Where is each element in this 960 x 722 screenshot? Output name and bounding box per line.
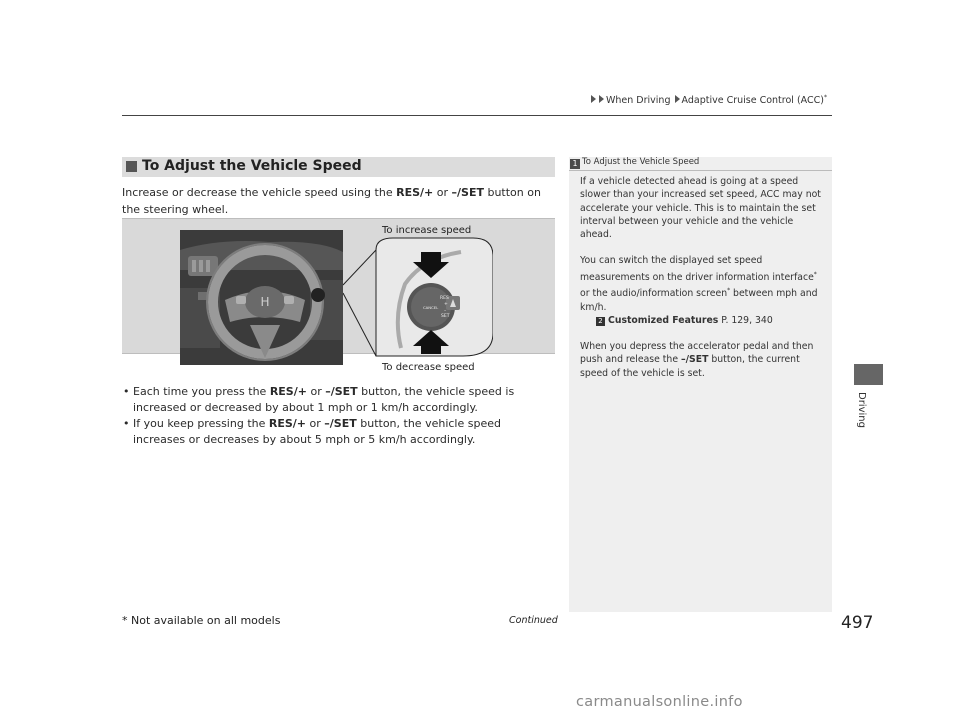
note-text: You can switch the displayed set speed measurements on the driver information interface xyxy=(580,255,814,283)
note-text: or the audio/information screen xyxy=(580,288,728,300)
note-paragraph-3 xyxy=(580,340,826,380)
bullet-set-button-name: –/SET xyxy=(324,417,357,430)
note-text: between mph and km/h. xyxy=(580,288,818,313)
bullet-text: If you keep pressing the xyxy=(133,417,269,430)
breadcrumb-arrow-icon xyxy=(591,95,596,103)
btn-minus-label: – xyxy=(444,309,447,314)
list-item xyxy=(122,416,555,448)
note-text: When you depress the accelerator pedal and then push and release the xyxy=(580,341,814,366)
breadcrumb-footnote-star: * xyxy=(823,94,827,101)
intro-text: button on the steering wheel. xyxy=(122,186,541,216)
bullet-dot-icon: • xyxy=(123,385,130,398)
note-paragraph-1: If a vehicle detected ahead is going at a speed slower than your increased set speed, ACC may not accelerate your vehicle. This is to maintain the set interval between your vehicle and the vehicle ahead. xyxy=(580,176,821,241)
section-square-icon xyxy=(126,161,137,172)
bullet-res-button-name: RES/+ xyxy=(268,417,307,430)
intro-res-button-name: RES/+ xyxy=(396,186,434,199)
footnote-star: * xyxy=(813,270,817,278)
note-set-button-name: –/SET xyxy=(681,354,709,366)
footnote-star: * xyxy=(727,287,731,295)
btn-res-label: RES xyxy=(440,296,449,301)
page-number: 497 xyxy=(841,613,874,633)
reference-pages: P. 129, 340 xyxy=(718,314,773,326)
header-rule xyxy=(122,115,832,116)
intro-set-button-name: –/SET xyxy=(451,186,484,199)
btn-set-label: SET xyxy=(441,314,450,319)
steering-wheel-illustration xyxy=(180,230,343,365)
intro-text: or xyxy=(433,186,452,199)
breadcrumb-arrow-icon xyxy=(599,95,604,103)
increase-speed-label: To increase speed xyxy=(382,225,472,236)
bullet-set-button-name: –/SET xyxy=(325,385,358,398)
intro-text: Increase or decrease the vehicle speed using the xyxy=(122,186,397,199)
bullet-list xyxy=(122,384,555,448)
bullet-text: or xyxy=(306,417,325,430)
breadcrumb-when-driving[interactable]: When Driving xyxy=(606,95,671,107)
bullet-text: Each time you press the xyxy=(133,385,270,398)
intro-paragraph xyxy=(122,184,555,218)
reference-icon: 2 xyxy=(596,317,605,326)
svg-text:H: H xyxy=(260,295,270,309)
footnote: * Not available on all models xyxy=(122,614,281,627)
btn-plus-label: + xyxy=(444,302,448,307)
watermark: carmanualsonline.info xyxy=(576,694,743,710)
button-closeup-callout xyxy=(343,228,493,368)
note-paragraph-2 xyxy=(580,254,826,327)
section-title: To Adjust the Vehicle Speed xyxy=(142,158,362,174)
note-title: To Adjust the Vehicle Speed xyxy=(582,157,700,167)
breadcrumb-acc[interactable]: Adaptive Cruise Control (ACC) xyxy=(681,95,824,107)
chapter-tab-label[interactable]: Driving xyxy=(856,392,867,428)
bullet-text: or xyxy=(306,385,326,398)
steering-wheel-icon xyxy=(180,230,343,365)
btn-cancel-label: CANCEL xyxy=(423,305,439,310)
note-text: button, the current speed of the vehicle is set. xyxy=(580,354,800,379)
breadcrumb-arrow-icon xyxy=(675,95,680,103)
bullet-dot-icon: • xyxy=(123,417,130,430)
note-body xyxy=(580,175,826,393)
chapter-tab-marker xyxy=(854,364,883,385)
continued-label: Continued xyxy=(509,615,558,626)
list-item xyxy=(122,384,555,416)
reference-link[interactable]: Customized Features xyxy=(608,314,719,326)
bullet-text: button, the vehicle speed is increased or decreased by about 1 mph or 1 km/h accordingly. xyxy=(133,385,515,414)
bullet-res-button-name: RES/+ xyxy=(269,385,307,398)
breadcrumb xyxy=(590,94,827,106)
note-marker-icon: 1 xyxy=(570,159,580,169)
decrease-speed-label: To decrease speed xyxy=(382,362,475,373)
bullet-text: button, the vehicle speed increases or decreases by about 5 mph or 5 km/h accordingly. xyxy=(133,417,501,446)
